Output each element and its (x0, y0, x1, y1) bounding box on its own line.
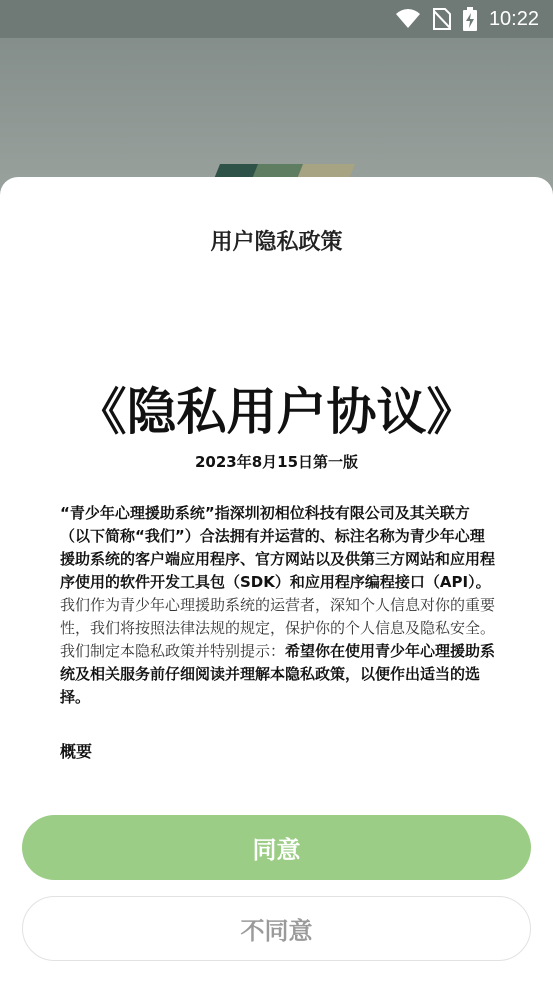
battery-charging-icon (463, 7, 477, 31)
status-time: 10:22 (488, 7, 539, 30)
agree-button[interactable]: 同意 (22, 815, 531, 880)
overview-heading: 概要 (60, 742, 93, 761)
paragraph-notice (60, 594, 496, 709)
document-version: 2023年8月15日第一版 (194, 453, 359, 471)
paragraph-definition: “青少年心理援助系统”指深圳初相位科技有限公司及其关联方（以下简称“我们”）合法拥有并运营的、标注名称为青少年心理援助系统的客户端应用程序、官方网站以及供第三方网站和应用程序使用的软件开发工具包（SDK）和应用程序编程接口（API）。 (60, 504, 496, 591)
no-sim-icon (433, 8, 451, 30)
paragraph-notice-text: 我们作为青少年心理援助系统的运营者，深知个人信息对你的重要性，我们将按照法律法规的规定，保护你的个人信息及隐私安全。我们制定本隐私政策并特别提示： (60, 596, 496, 660)
policy-paragraphs (60, 502, 496, 709)
document-title: 《隐私用户协议》 (76, 383, 477, 441)
sheet-title: 用户隐私政策 (210, 230, 343, 255)
status-bar (0, 0, 553, 38)
paragraph-notice-emphasis: 希望你在使用青少年心理援助系统及相关服务前仔细阅读并理解本隐私政策，以便作出适当的选择。 (60, 642, 496, 706)
disagree-button[interactable]: 不同意 (22, 896, 531, 961)
privacy-policy-sheet (0, 177, 553, 983)
policy-content[interactable] (60, 377, 496, 797)
wifi-icon (395, 9, 421, 29)
